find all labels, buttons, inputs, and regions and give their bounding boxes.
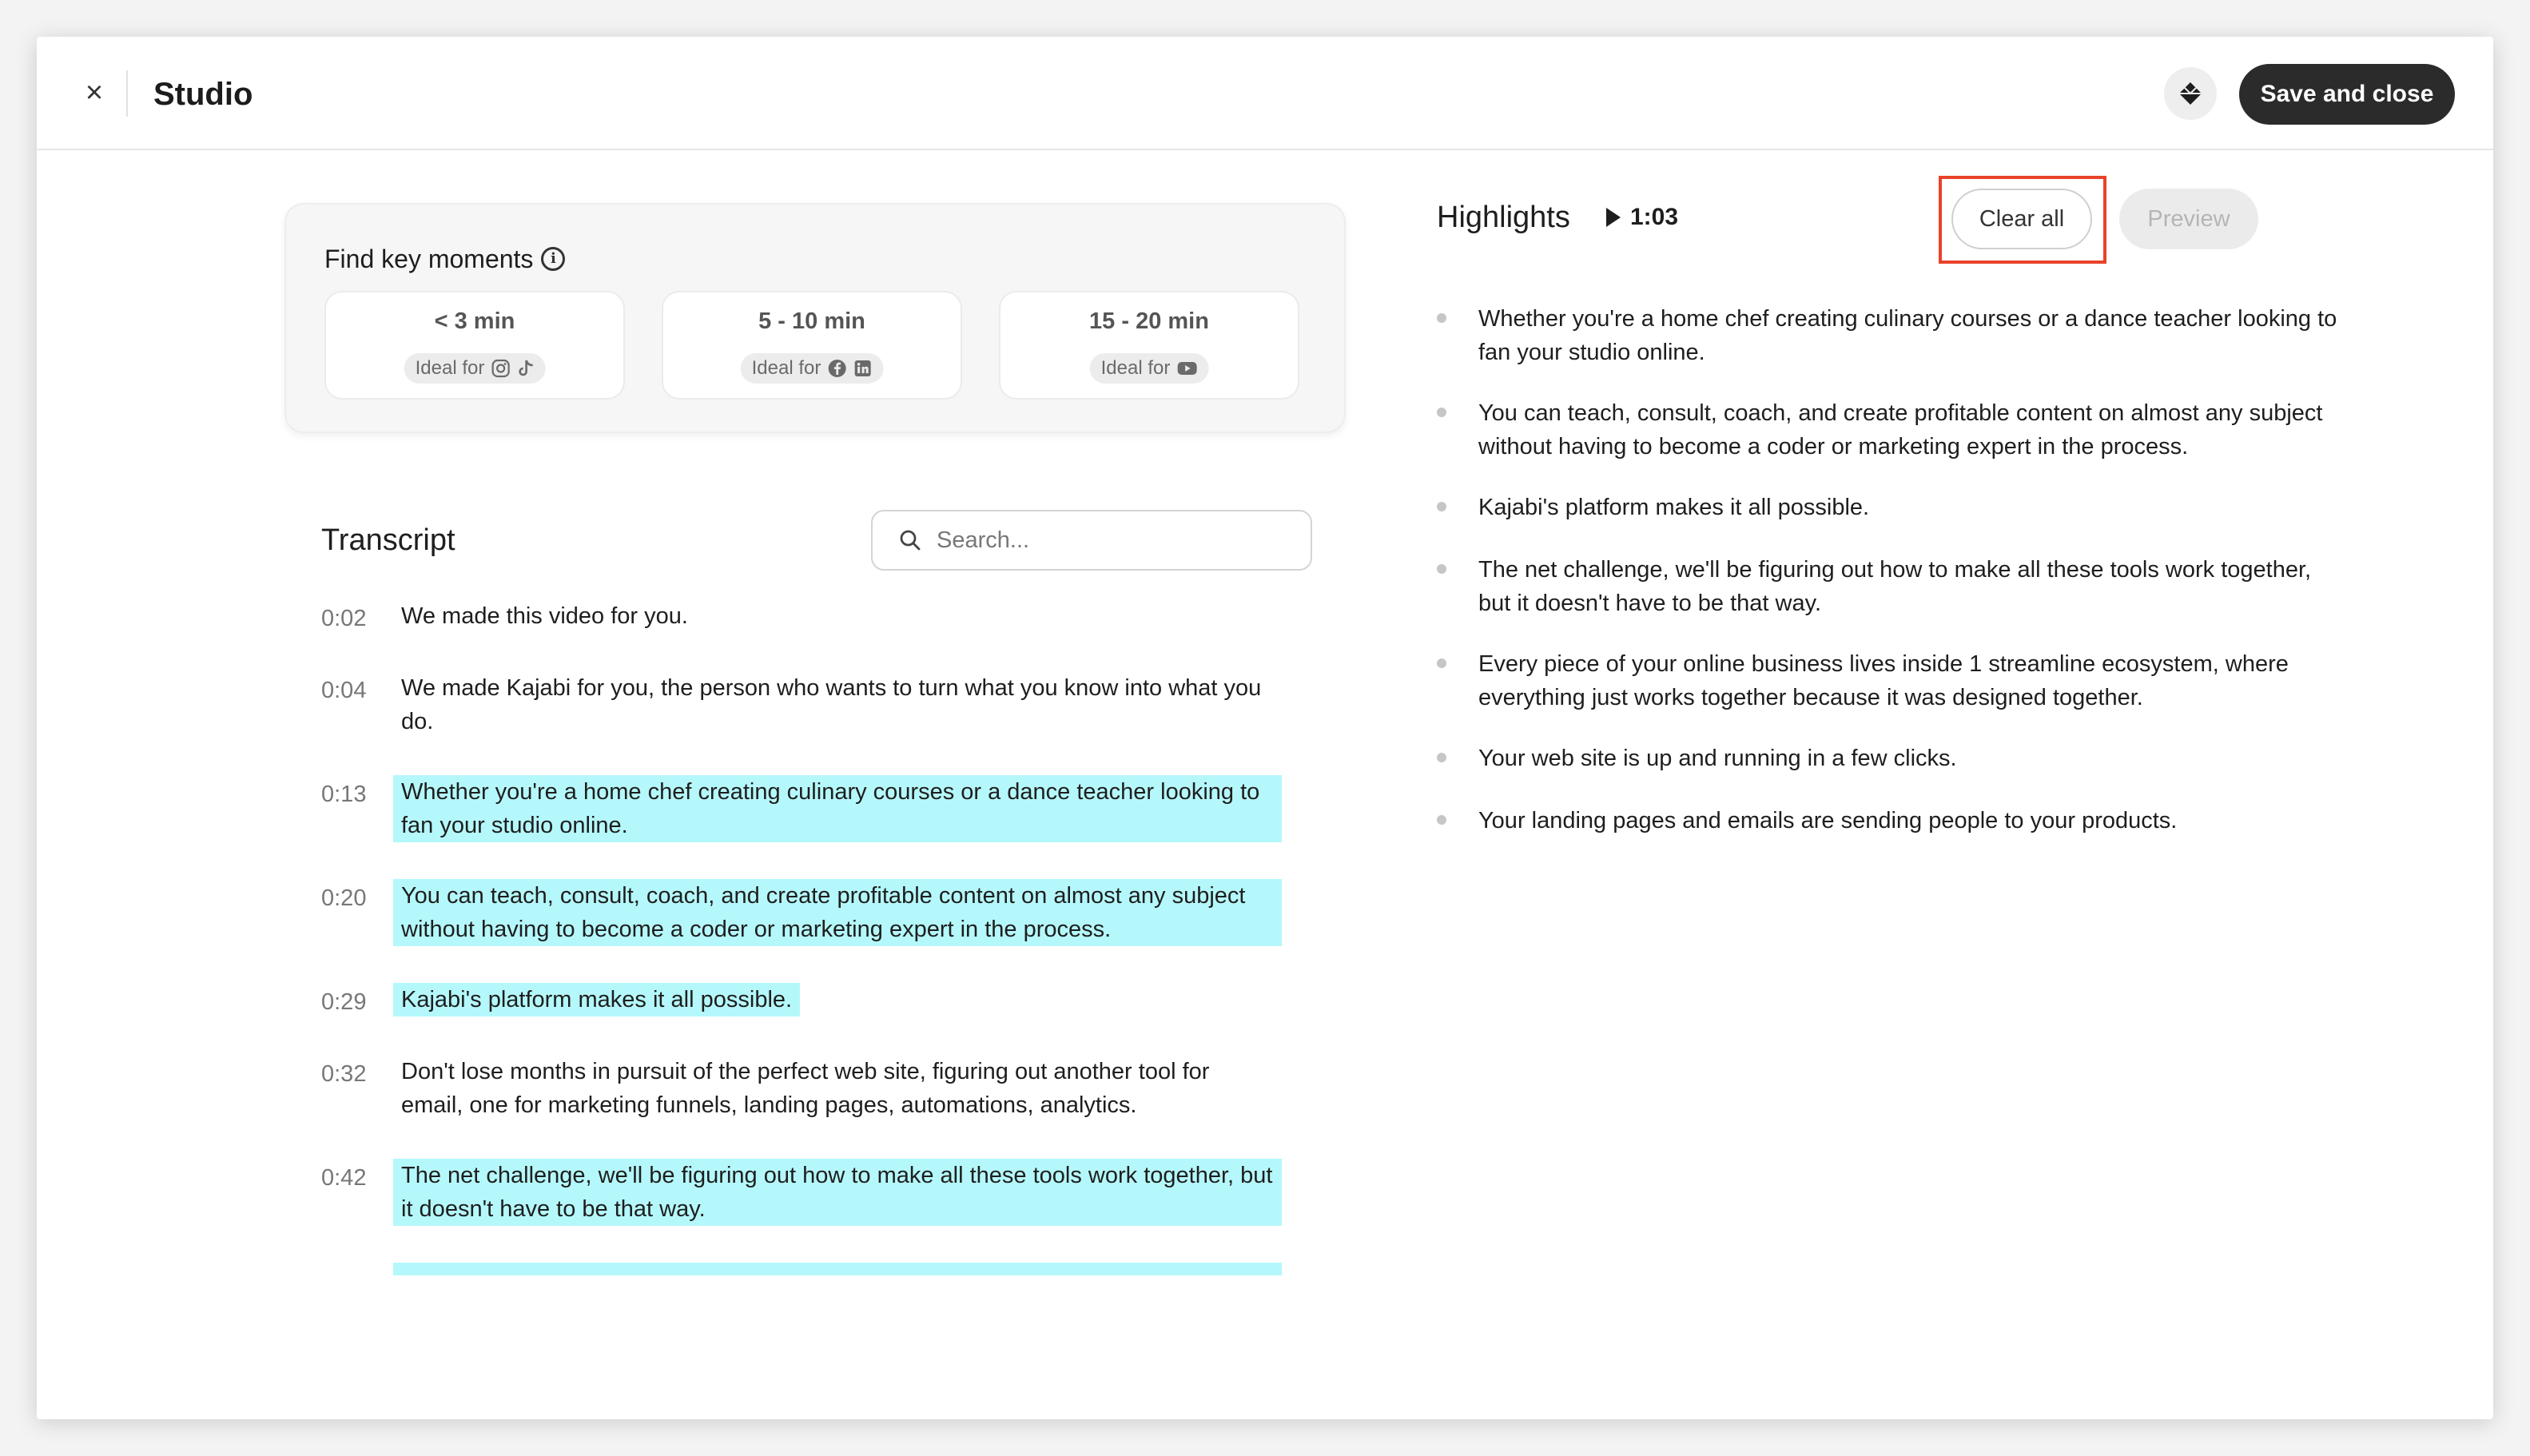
ideal-for-badge [404, 353, 546, 384]
transcript-timestamp[interactable]: 0:04 [321, 678, 367, 703]
transcript-timestamp[interactable]: 0:02 [321, 606, 367, 631]
highlight-text: You can teach, consult, coach, and create profitable content on almost any subject without having to become a coder or marketing expert in the process. [1478, 400, 2323, 459]
highlight-text: The net challenge, we'll be figuring out how to make all these tools work together, but it doesn't have to be that way. [1478, 557, 2312, 616]
ideal-for-label: Ideal for [751, 357, 821, 379]
clear-all-button[interactable]: Clear all [1951, 189, 2092, 249]
moment-option-long[interactable] [999, 291, 1299, 400]
preview-button[interactable]: Preview [2119, 189, 2258, 249]
highlights-duration: 1:03 [1630, 204, 1679, 230]
page-title: Studio [153, 77, 253, 112]
bullet-icon [1437, 815, 1446, 825]
moment-option-short[interactable] [324, 291, 625, 400]
moment-duration: 15 - 20 min [1089, 308, 1209, 334]
transcript-search-box[interactable] [871, 510, 1312, 571]
moment-option-medium[interactable] [662, 291, 962, 400]
ideal-for-badge [1090, 353, 1209, 384]
transcript-text[interactable]: Don't lose months in pursuit of the perfect web site, figuring out another tool for email, one for marketing funnels, landing pages, automations, analytics. [401, 1059, 1210, 1118]
highlight-text: Every piece of your online business lives inside 1 streamline ecosystem, where everything just works together because it was designed together. [1478, 651, 2289, 710]
diamond-button[interactable] [2164, 67, 2217, 120]
search-icon [898, 528, 922, 552]
linkedin-icon [853, 359, 872, 378]
transcript-timestamp[interactable]: 0:13 [321, 782, 367, 807]
highlight-text: Your landing pages and emails are sending people to your products. [1478, 808, 2178, 833]
transcript-timestamp[interactable]: 0:20 [321, 885, 367, 911]
instagram-icon [491, 359, 510, 378]
highlights-play-duration[interactable] [1605, 200, 1678, 235]
info-icon[interactable]: i [541, 247, 565, 271]
ideal-for-badge [741, 353, 884, 384]
transcript-text-highlighted[interactable] [393, 1263, 1282, 1275]
transcript-list[interactable] [321, 599, 1328, 1275]
find-key-moments-card [284, 203, 1346, 433]
header-divider [126, 70, 128, 117]
key-moments-heading [324, 241, 565, 276]
tiktok-icon [516, 359, 534, 378]
studio-window [37, 37, 2493, 1419]
moment-duration: 5 - 10 min [758, 308, 865, 334]
transcript-timestamp[interactable]: 0:32 [321, 1061, 367, 1087]
diamond-icon [2178, 81, 2203, 106]
transcript-text-highlighted[interactable]: The net challenge, we'll be figuring out how to make all these tools work together, but it doesn't have to be that way. [393, 1159, 1282, 1226]
highlight-text: Whether you're a home chef creating culinary courses or a dance teacher looking to fan your studio online. [1478, 306, 2337, 365]
transcript-text-highlighted[interactable]: Whether you're a home chef creating culinary courses or a dance teacher looking to fan your studio online. [393, 775, 1282, 842]
bullet-icon [1437, 658, 1446, 668]
moment-duration: < 3 min [434, 308, 515, 334]
bullet-icon [1437, 564, 1446, 574]
play-icon [1605, 206, 1622, 229]
transcript-timestamp[interactable]: 0:42 [321, 1165, 367, 1191]
key-moments-title: Find key moments [324, 245, 534, 273]
highlight-text: Kajabi's platform makes it all possible. [1478, 495, 1870, 520]
ideal-for-label: Ideal for [415, 357, 485, 379]
transcript-heading: Transcript [321, 523, 455, 557]
transcript-text-highlighted[interactable]: You can teach, consult, coach, and create profitable content on almost any subject without having to become a coder or marketing expert in the process. [393, 879, 1282, 946]
transcript-text[interactable]: We made this video for you. [401, 603, 688, 629]
bullet-icon [1437, 408, 1446, 417]
close-icon[interactable]: × [85, 75, 104, 109]
ideal-for-label: Ideal for [1100, 357, 1171, 379]
save-and-close-button[interactable]: Save and close [2239, 64, 2455, 125]
youtube-icon [1176, 360, 1197, 376]
search-input[interactable] [937, 527, 1288, 554]
highlights-heading: Highlights [1437, 201, 1570, 234]
transcript-text-highlighted[interactable]: Kajabi's platform makes it all possible. [393, 983, 800, 1016]
highlight-text: Your web site is up and running in a few clicks. [1478, 746, 1957, 771]
bullet-icon [1437, 753, 1446, 762]
header-bar [37, 37, 2493, 150]
bullet-icon [1437, 502, 1446, 511]
transcript-timestamp[interactable]: 0:29 [321, 989, 367, 1015]
bullet-icon [1437, 313, 1446, 323]
facebook-icon [827, 359, 846, 378]
transcript-text[interactable]: We made Kajabi for you, the person who wants to turn what you know into what you do. [401, 675, 1262, 734]
